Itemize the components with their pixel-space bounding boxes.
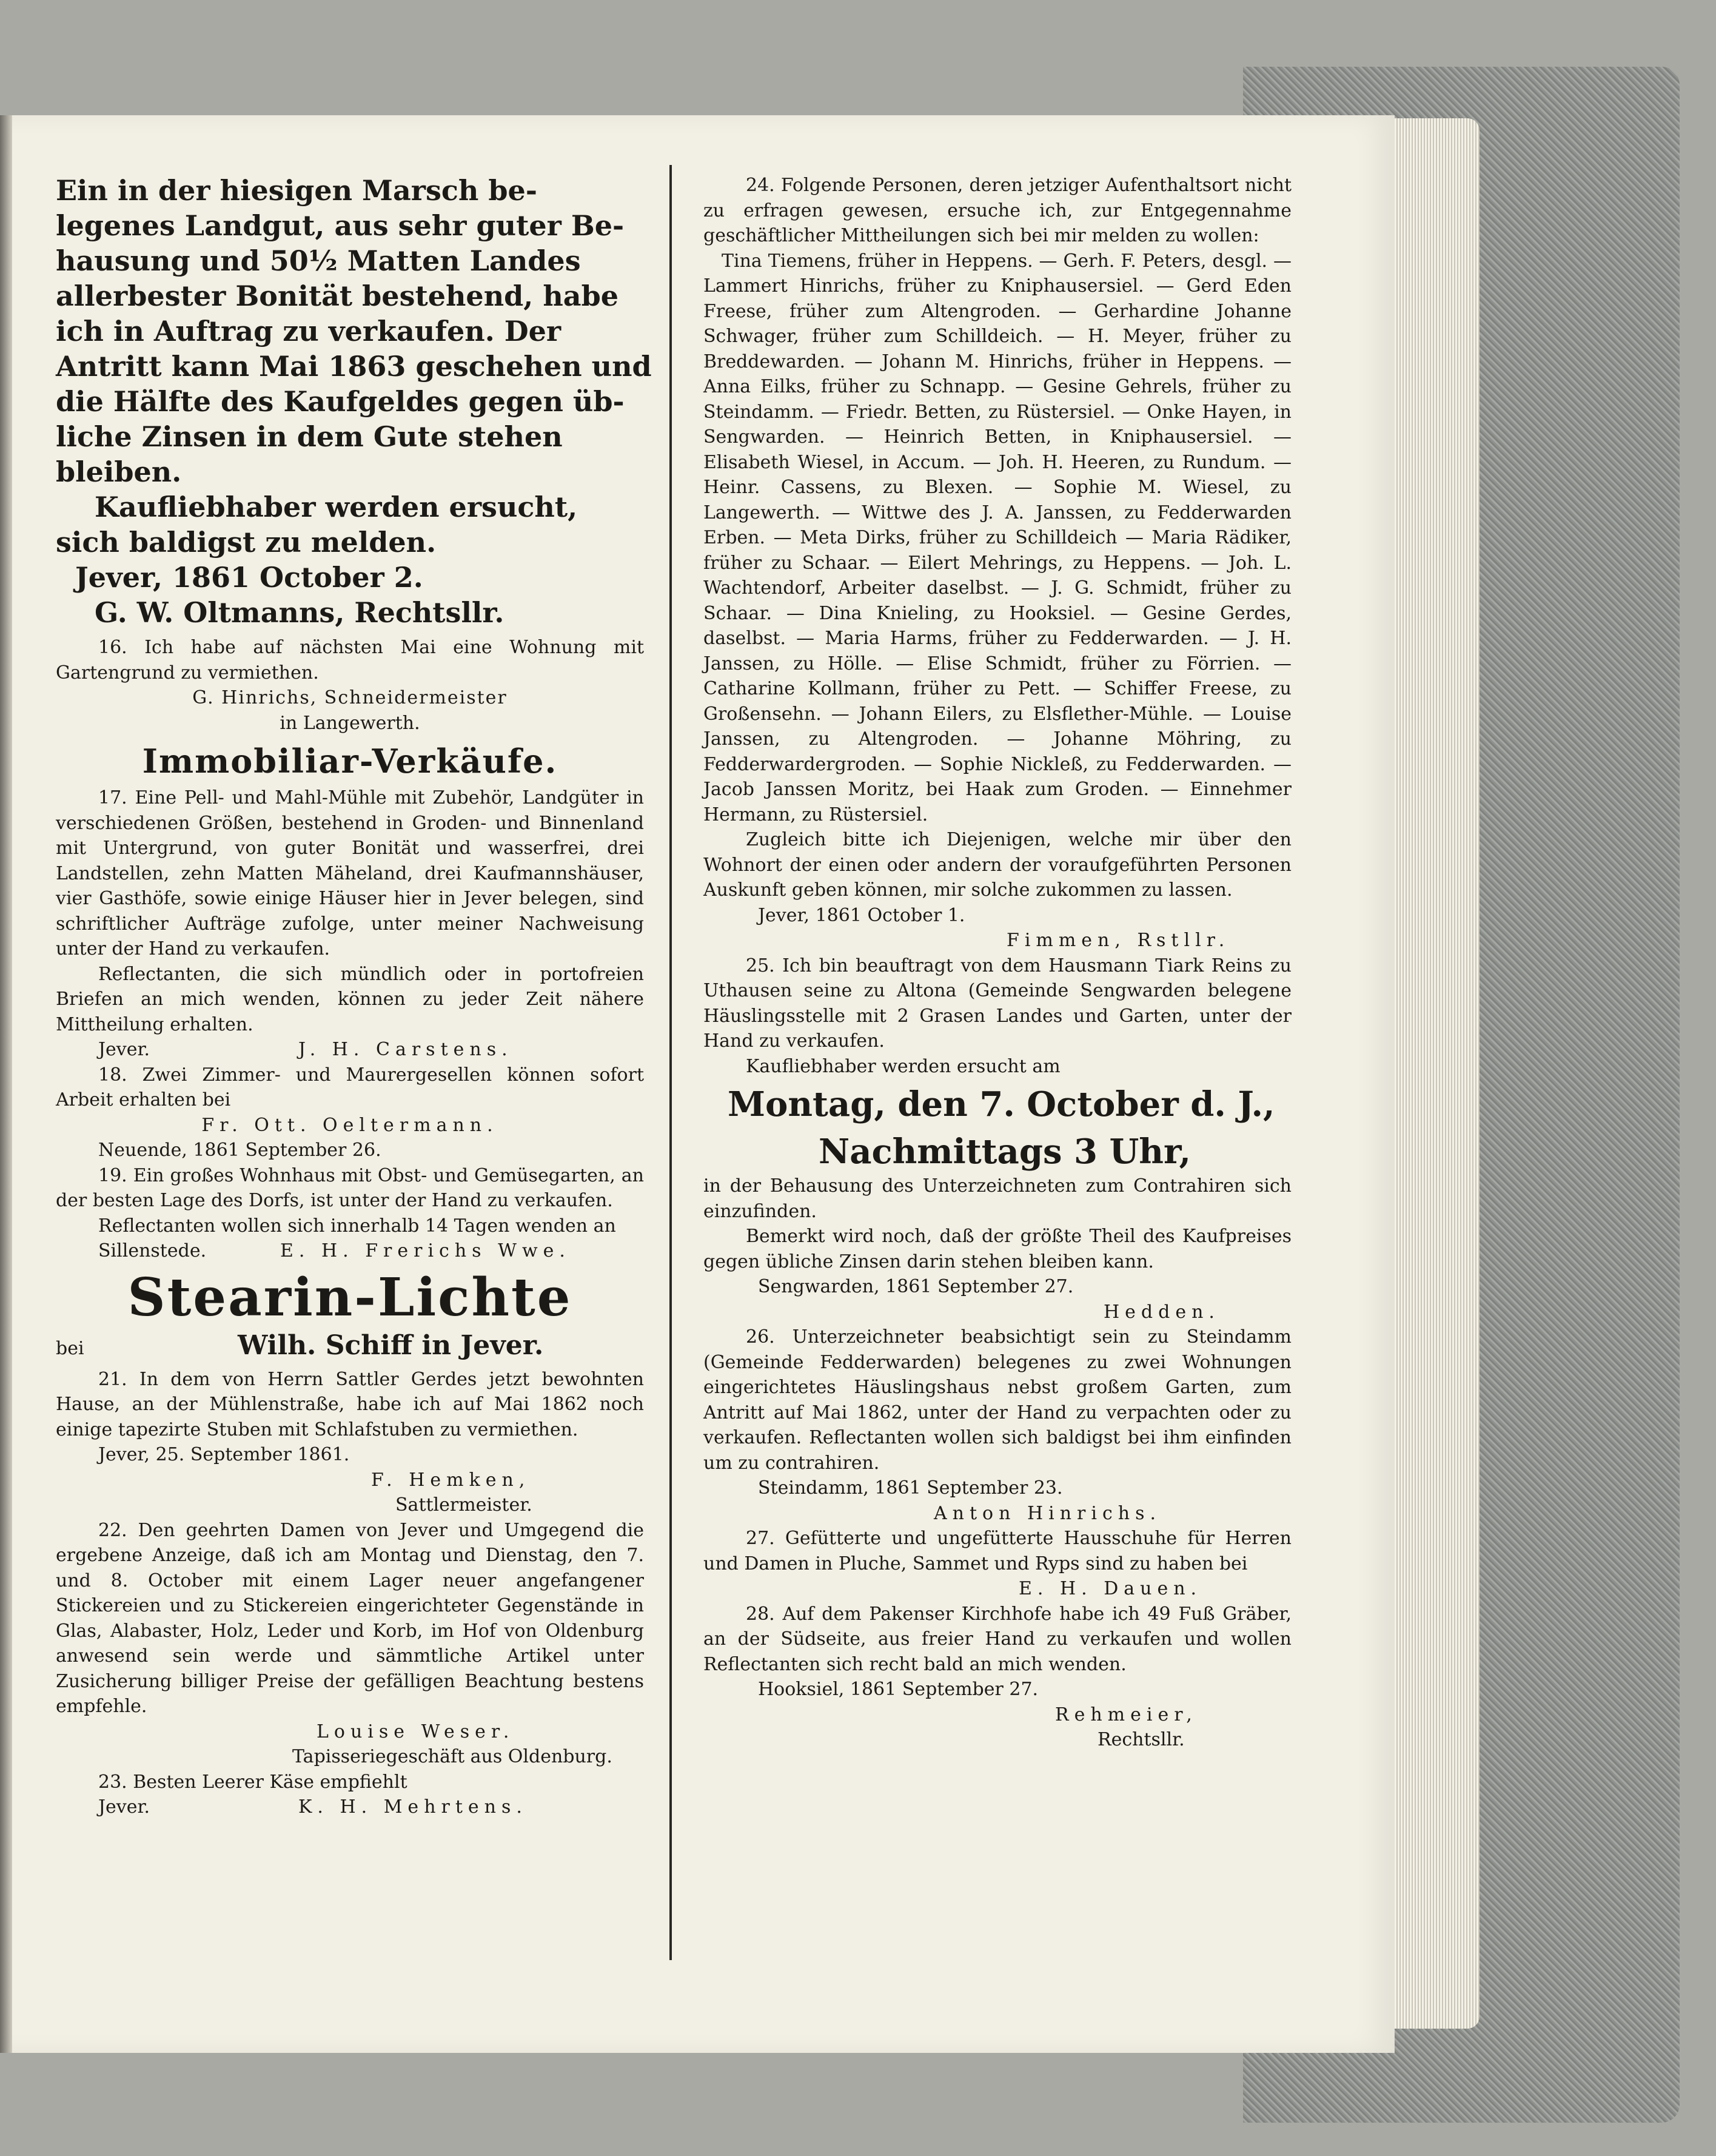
ad-text: Reflectanten wollen sich innerhalb 14 Tagen wenden an <box>98 1215 616 1237</box>
ad-signature: E. H. Frerichs Wwe. <box>280 1240 571 1261</box>
ad-text: 16. Ich habe auf nächsten Mai eine Wohnung mit Gartengrund zu vermiethen. <box>56 637 644 683</box>
ad-date: Sengwarden, 1861 September 27. <box>758 1276 1074 1297</box>
ad-signature-title: Sattlermeister. <box>395 1494 532 1516</box>
ad-signature: Fr. Ott. Oeltermann. <box>201 1114 498 1136</box>
ad-signature: G. W. Oltmanns, Rechtsllr. <box>56 596 504 629</box>
ad-date: Steindamm, 1861 September 23. <box>758 1477 1063 1499</box>
ad-event-time: Nachmittags 3 Uhr, <box>819 1132 1191 1172</box>
ad-signature: K. H. Mehrtens. <box>298 1796 528 1818</box>
ad-25 <box>703 953 1292 1325</box>
ad-line: legenes Landgut, aus sehr guter Be- <box>56 209 625 242</box>
ad-line: Antritt kann Mai 1863 geschehen und <box>56 350 652 383</box>
right-column <box>703 173 1292 1753</box>
ad-text: Bemerkt wird noch, daß der größte Theil des Kaufpreises gegen übliche Zinsen darin stehen bleiben kann. <box>703 1226 1292 1272</box>
ad-signature: Anton Hinrichs. <box>934 1502 1162 1524</box>
ad-date: Jever, 25. September 1861. <box>98 1444 350 1465</box>
ad-text: 19. Ein großes Wohnhaus mit Obst- und Gemüsegarten, an der besten Lage des Dorfs, ist unter der Hand zu verkaufen. <box>56 1164 644 1211</box>
ad-16 <box>56 635 644 736</box>
ad-signature: F. Hemken, <box>371 1469 531 1491</box>
ad-text: 28. Auf dem Pakenser Kirchhofe habe ich 49 Fuß Gräber, an der Südseite, aus freier Hand zu verkaufen und wollen Reflectanten sich recht bald an mich wenden. <box>703 1603 1292 1675</box>
ad-text: Zugleich bitte ich Diejenigen, welche mir über den Wohnort der einen oder andern der voraufgeführten Personen Auskunft geben können, mir solche zukommen zu lassen. <box>703 829 1292 901</box>
ad-text: 23. Besten Leerer Käse empfiehlt <box>98 1771 407 1793</box>
ad-landgut <box>56 173 652 630</box>
ad-text: 27. Gefütterte und ungefütterte Hausschuhe für Herren und Damen in Pluche, Sammet und Ryps sind zu haben bei <box>703 1528 1292 1574</box>
ad-line: sich baldigst zu melden. <box>56 526 437 559</box>
left-column <box>56 173 652 1820</box>
ad-signature: Hedden. <box>1104 1301 1220 1323</box>
ad-date: Jever, 1861 October 1. <box>758 904 965 926</box>
ad-headline: Stearin-Lichte <box>127 1266 572 1328</box>
ad-line: liche Zinsen in dem Gute stehen <box>56 420 563 453</box>
ad-place: Jever. <box>98 1796 150 1818</box>
ad-text: 21. In dem von Herrn Sattler Gerdes jetzt bewohnten Hause, an der Mühlenstraße, habe ich auf Mai 1862 noch einige tapezirte Stuben mit Schlafstuben zu vermiethen. <box>56 1368 644 1440</box>
ad-27 <box>703 1526 1292 1602</box>
ad-text: 26. Unterzeichneter beabsichtigt sein zu Steindamm (Gemeinde Fedderwarden) belegenes zu zwei Wohnungen eingerichtetes Häuslingshaus nebst großem Garten, zum Antritt auf Mai 1862, unter der Hand zu verpachten oder zu verkaufen. Reflectanten wollen sich baldigst bei ihm einfinden um zu contrahiren. <box>703 1326 1292 1474</box>
ad-signature-title: Rechtsllr. <box>1098 1729 1185 1750</box>
ad-23 <box>56 1770 644 1820</box>
ad-signature: J. H. Carstens. <box>298 1039 513 1060</box>
ad-text: 18. Zwei Zimmer- und Maurergesellen können sofort Arbeit erhalten bei <box>56 1064 644 1110</box>
ad-signature: G. Hinrichs, Schneidermeister <box>192 687 508 708</box>
ad-stearin <box>56 1268 644 1363</box>
ad-line: die Hälfte des Kaufgeldes gegen üb- <box>56 385 625 418</box>
column-divider <box>669 165 672 1960</box>
ad-place: Jever. <box>98 1039 150 1060</box>
ad-28 <box>703 1602 1292 1753</box>
ad-line: Kaufliebhaber werden ersucht, <box>56 491 578 523</box>
ad-signature: Louise Weser. <box>317 1721 515 1742</box>
ad-26 <box>703 1325 1292 1526</box>
ad-text: 25. Ich bin beauftragt von dem Hausmann Tiark Reins zu Uthausen seine zu Altona (Gemeinde Sengwarden belegene Häuslingsstelle mit 2 Grasen Landes und Garten, unter der Hand zu verkaufen. <box>703 955 1292 1052</box>
ad-place: Sillenstede. <box>98 1240 207 1261</box>
ad-text: 24. Folgende Personen, deren jetziger Aufenthaltsort nicht zu erfragen gewesen, ersuche ich, zur Entgegennahme geschäftlicher Mittheilungen sich bei mir melden zu wollen: <box>703 175 1292 246</box>
ad-line: allerbester Bonität bestehend, habe <box>56 280 619 312</box>
ad-line: bleiben. <box>56 455 182 488</box>
ad-21 <box>56 1367 644 1518</box>
ad-signature: E. H. Dauen. <box>1019 1578 1202 1599</box>
ad-text: 17. Eine Pell- und Mahl-Mühle mit Zubehör, Landgüter in verschiedenen Größen, bestehend in Groden- und Binnenland mit Untergrund, von guter Bonität und wasserfrei, drei Landstellen, zehn Matten Mäheland, drei Kaufmannshäuser, vier Gasthöfe, sowie einige Häuser hier in Jever belegen, sind schriftlicher Aufträge zufolge, unter meiner Nachweisung unter der Hand zu verkaufen. <box>56 787 644 959</box>
ad-signature-place: in Langewerth. <box>280 712 420 734</box>
ad-date: Neuende, 1861 September 26. <box>98 1140 381 1161</box>
ad-line: hausung und 50½ Matten Landes <box>56 244 581 277</box>
book-spine <box>0 115 12 2053</box>
ad-19 <box>56 1163 644 1264</box>
ad-names-list: Tina Tiemens, früher in Heppens. — Gerh. F. Peters, desgl. — Lammert Hinrichs, früher zu Kniphausersiel. — Gerd Eden Freese, früher zum Altengroden. — Gerhardine Johanne Schwager, früher zum Schilldeich. — H. Meyer, früher zu Breddewarden. — Johann M. Hinrichs, früher in Heppens. — Anna Eilks, früher zu Schnapp. — Gesine Gehrels, früher zu Steindamm. — Friedr. Betten, zu Rüstersiel. — Onke Hayen, in Sengwarden. — Heinrich Betten, in Kniphausersiel. — Elisabeth Wiesel, in Accum. — Joh. H. Heeren, zu Rundum. — Heinr. Cassens, zu Blexen. — Sophie M. Wiesel, zu Langewerth. — Wittwe des J. A. Janssen, zu Fedderwarden Erben. — Meta Dirks, früher zu Schilldeich — Maria Rädiker, früher zu Schaar. — Eilert Mehrings, zu Heppens. — Joh. L. Wachtendorf, Arbeiter daselbst. — J. G. Schmidt, früher zu Schaar. — Dina Knieling, zu Hooksiel. — Gesine Gerdes, daselbst. — Maria Harms, früher zu Fedderwarden. — J. H. Janssen, zu Hölle. — Elise Schmidt, früher zu Förrien. — Catharine Kollmann, früher zu Pett. — Schiffer Freese, zu Großensehn. — Johann Eilers, zu Elsflether-Mühle. — Louise Janssen, zu Altengroden. — Johanne Möhring, zu Fedderwardergroden. — Sophie Nickleß, zu Fedderwarden. — Jacob Janssen Moritz, bei Haak zum Groden. — Einnehmer Hermann, zu Rüstersiel. <box>703 250 1292 825</box>
ad-24 <box>703 173 1292 953</box>
ad-signature: Wilh. Schiff in Jever. <box>238 1329 544 1361</box>
page-edges <box>1389 118 1480 2029</box>
ad-text: bei <box>56 1337 84 1359</box>
ad-date: Hooksiel, 1861 September 27. <box>758 1679 1039 1700</box>
ad-22 <box>56 1518 644 1770</box>
section-heading: Immobiliar-Verkäufe. <box>142 742 558 781</box>
ad-line: Ein in der hiesigen Marsch be- <box>56 174 537 207</box>
ad-text: 22. Den geehrten Damen von Jever und Umgegend die ergebene Anzeige, daß ich am Montag und Dienstag, den 7. und 8. October mit einem Lager neuer angefangener Stickereien und zu Stickereien eingerichteter Gegenstände in Glas, Alabaster, Holz, Leder und Korb, im Hof von Oldenburg anwesend sein werde und sämmtliche Artikel unter Zusicherung billiger Preise der gefälligen Beachtung bestens empfehle. <box>56 1519 644 1717</box>
ad-text: Reflectanten, die sich mündlich oder in portofreien Briefen an mich wenden, können zu jeder Zeit nähere Mittheilung erhalten. <box>56 963 644 1035</box>
ad-event-date: Montag, den 7. October d. J., <box>728 1084 1275 1124</box>
ad-text: Kaufliebhaber werden ersucht am <box>746 1055 1061 1077</box>
ad-signature: Fimmen, Rstllr. <box>1007 930 1230 951</box>
ad-signature-title: Tapisseriegeschäft aus Oldenburg. <box>292 1746 612 1767</box>
ad-line: ich in Auftrag zu verkaufen. Der <box>56 315 561 348</box>
ad-17 <box>56 785 644 1063</box>
ad-text: in der Behausung des Unterzeichneten zum Contrahiren sich einzufinden. <box>703 1175 1292 1222</box>
ad-date: Jever, 1861 October 2. <box>56 561 423 594</box>
ad-signature: Rehmeier, <box>1055 1704 1198 1725</box>
ad-18 <box>56 1063 644 1163</box>
